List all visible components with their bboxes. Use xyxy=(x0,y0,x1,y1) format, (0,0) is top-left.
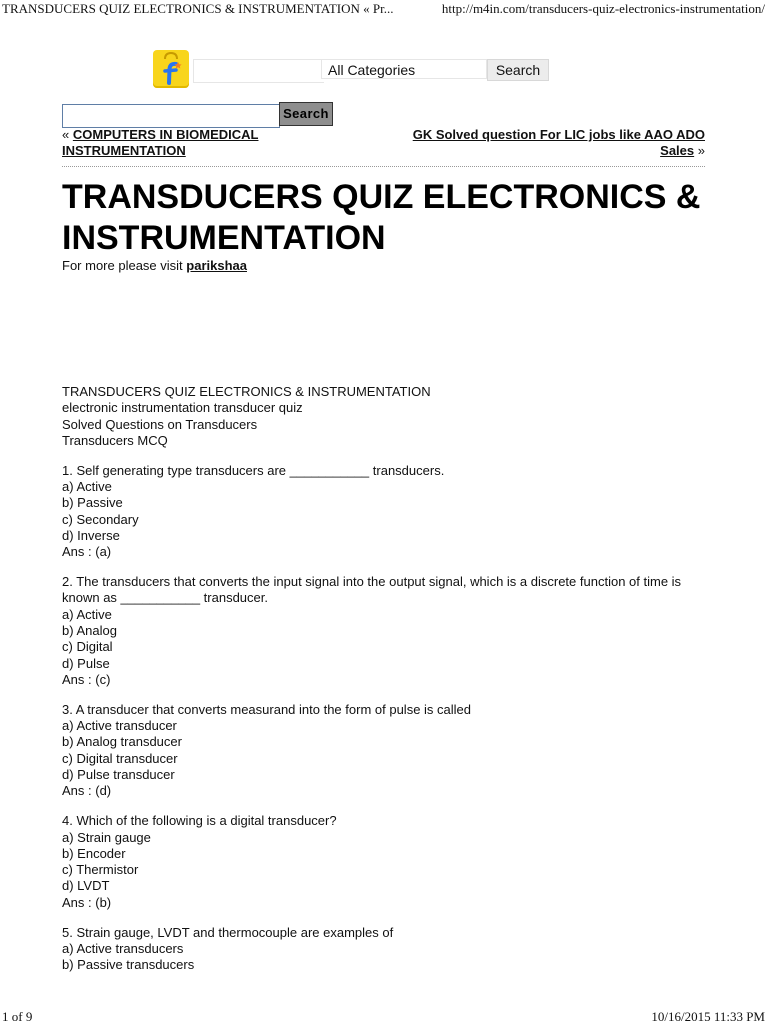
intro-line: Solved Questions on Transducers xyxy=(62,416,258,432)
option-b: b) Analog transducer xyxy=(62,734,182,750)
article-body xyxy=(62,384,712,987)
previous-post-link[interactable]: COMPUTERS IN BIOMEDICAL INSTRUMENTATION xyxy=(62,127,259,158)
option-d: d) Pulse xyxy=(62,655,110,671)
answer-text: Ans : (b) xyxy=(62,894,112,910)
option-a: a) Active transducer xyxy=(62,718,177,734)
question-block xyxy=(62,925,712,974)
question-block xyxy=(62,702,712,800)
option-d: d) Pulse transducer xyxy=(62,767,175,783)
option-a: a) Active xyxy=(62,479,112,495)
print-page-title: TRANSDUCERS QUIZ ELECTRONICS & INSTRUMENTATION « Pr... xyxy=(2,1,394,16)
intro-block xyxy=(62,384,712,449)
next-post-link[interactable]: GK Solved question For LIC jobs like AAO ADO Sales xyxy=(412,127,705,158)
option-b: b) Encoder xyxy=(62,845,126,861)
option-c: c) Secondary xyxy=(62,511,139,527)
answer-text: Ans : (d) xyxy=(62,783,112,799)
category-select[interactable]: All Categories xyxy=(321,59,487,79)
flipkart-logo-icon[interactable] xyxy=(153,50,189,88)
question-block xyxy=(62,813,712,911)
intro-line: TRANSDUCERS QUIZ ELECTRONICS & INSTRUMENTATION xyxy=(62,384,431,399)
next-post-nav xyxy=(400,127,705,159)
visit-line xyxy=(62,258,247,273)
parikshaa-link[interactable]: parikshaa xyxy=(186,258,247,273)
site-search-button[interactable]: Search xyxy=(279,102,333,126)
shopping-bag-icon xyxy=(153,50,189,88)
question-text: 4. Which of the following is a digital transducer? xyxy=(62,813,337,829)
option-d: d) Inverse xyxy=(62,527,120,543)
question-text: 1. Self generating type transducers are ___________ transducers. xyxy=(62,462,445,478)
previous-marker: « xyxy=(62,127,70,142)
question-block xyxy=(62,463,712,561)
next-marker: » xyxy=(697,143,705,158)
site-search-input[interactable] xyxy=(62,104,280,128)
option-a: a) Active transducers xyxy=(62,940,184,956)
intro-line: Transducers MCQ xyxy=(62,432,168,448)
answer-text: Ans : (a) xyxy=(62,544,112,560)
option-c: c) Digital xyxy=(62,639,113,655)
option-a: a) Strain gauge xyxy=(62,829,151,845)
nav-divider xyxy=(62,166,705,167)
option-a: a) Active xyxy=(62,606,112,622)
visit-prefix: For more please visit xyxy=(62,258,183,273)
print-datetime: 10/16/2015 11:33 PM xyxy=(651,1009,765,1024)
print-page-url: http://m4in.com/transducers-quiz-electronics-instrumentation/ xyxy=(441,1,765,16)
option-c: c) Thermistor xyxy=(62,862,139,878)
question-text: 3. A transducer that converts measurand into the form of pulse is called xyxy=(62,701,471,717)
answer-text: Ans : (c) xyxy=(62,671,111,687)
previous-post-nav xyxy=(62,127,312,159)
option-b: b) Passive transducers xyxy=(62,957,195,973)
print-page-number: 1 of 9 xyxy=(2,1009,33,1024)
option-b: b) Passive xyxy=(62,495,123,511)
question-block xyxy=(62,574,712,688)
intro-line: electronic instrumentation transducer quiz xyxy=(62,400,303,416)
option-b: b) Analog xyxy=(62,623,117,639)
ad-search-input[interactable] xyxy=(193,59,324,83)
option-d: d) LVDT xyxy=(62,878,110,894)
question-text: 2. The transducers that converts the input signal into the output signal, which is a discrete function of time is known as ___________ transducer. xyxy=(62,574,682,606)
option-c: c) Digital transducer xyxy=(62,750,178,766)
page-title: TRANSDUCERS QUIZ ELECTRONICS & INSTRUMENTATION xyxy=(62,178,701,257)
ad-search-button[interactable]: Search xyxy=(487,59,549,81)
question-text: 5. Strain gauge, LVDT and thermocouple are examples of xyxy=(62,924,394,940)
